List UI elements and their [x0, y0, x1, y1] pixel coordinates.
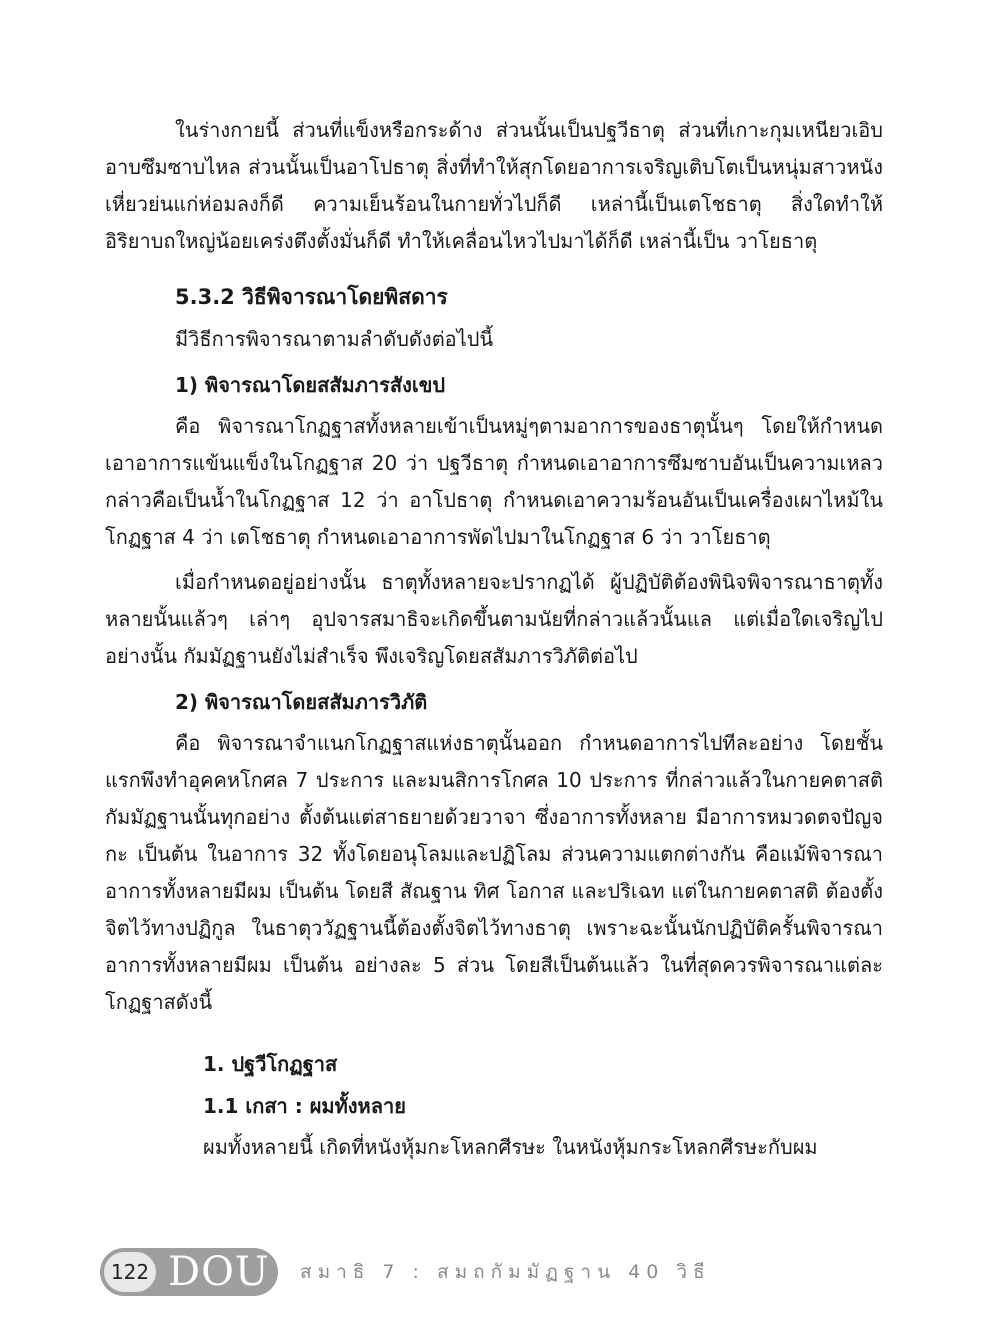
section-heading: 5.3.2 วิธีพิจารณาโดยพิสดาร [175, 285, 448, 309]
subheading-sasambhara-vibhatti: 2) พิจารณาโดยสสัมภารวิภัติ [175, 690, 428, 714]
section-intro: มีวิธีการพิจารณาตามลำดับดังต่อไปนี้ [175, 327, 494, 351]
page-badge [100, 1248, 278, 1296]
page-footer [100, 1247, 711, 1297]
paragraph-sankhepa-1: คือ พิจารณาโกฏฐาสทั้งหลายเข้าเป็นหมู่ๆตามอาการของธาตุนั้นๆ โดยให้กำหนดเอาอาการแข้นแข็งในโกฏฐาส 20 ว่า ปฐวีธาตุ กำหนดเอาอาการซึมซาบอันเป็นความเหลวกล่าวคือเป็นน้ำในโกฏฐาส 12 ว่า อาโปธาตุ กำหนดเอาความร้อนอันเป็นเครื่องเผาไหม้ในโกฏฐาส 4 ว่า เตโชธาตุ กำหนดเอาอาการพัดไปมาในโกฏฐาส 6 ว่า วาโยธาตุ [105, 414, 883, 549]
paragraph-kesa: ผมทั้งหลายนี้ เกิดที่หนังหุ้มกะโหลกศีรษะ ในหนังหุ้มกระโหลกศีรษะกับผม [203, 1135, 818, 1159]
subheading-sasambhara-sankhepa: 1) พิจารณาโดยสสัมภารสังเขป [175, 373, 446, 397]
document-body [105, 112, 883, 1166]
intro-paragraph: ในร่างกายนี้ ส่วนที่แข็งหรือกระด้าง ส่วนนั้นเป็นปฐวีธาตุ ส่วนที่เกาะกุมเหนียวเอิบอาบซึมซาบไหล ส่วนนั้นเป็นอาโปธาตุ สิ่งที่ทำให้สุกโดยอาการเจริญเติบโตเป็นหนุ่มสาวหนังเหี่ยวย่นแก่ห่อมลงก็ดี ความเย็นร้อนในกายทั่วไปก็ดี เหล่านี้เป็นเตโชธาตุ สิ่งใดทำให้อิริยาบถใหญ่น้อยเคร่งตึงตั้งมั่นก็ดี ทำให้เคลื่อนไหวไปมาได้ก็ดี เหล่านี้เป็น วาโยธาตุ [105, 118, 883, 253]
brand-logo: DOU [168, 1249, 270, 1295]
paragraph-sankhepa-2: เมื่อกำหนดอยู่อย่างนั้น ธาตุทั้งหลายจะปรากฏได้ ผู้ปฏิบัติต้องพินิจพิจารณาธาตุทั้งหลายนั้นแล้วๆ เล่าๆ อุปจารสมาธิจะเกิดขึ้นตามนัยที่กล่าวแล้วนั้นแล แต่เมื่อใดเจริญไปอย่างนั้น กัมมัฏฐานยังไม่สำเร็จ พึงเจริญโดยสสัมภารวิภัติต่อไป [105, 570, 883, 668]
subheading-pathavi-kotthasa: 1. ปฐวีโกฏฐาส [203, 1052, 338, 1076]
subheading-kesa: 1.1 เกสา : ผมทั้งหลาย [203, 1094, 406, 1118]
page-number: 122 [104, 1252, 156, 1292]
paragraph-vibhatti: คือ พิจารณาจำแนกโกฏฐาสแห่งธาตุนั้นออก กำหนดอาการไปทีละอย่าง โดยชั้นแรกพึงทำอุคคหโกศล 7 ประการ และมนสิการโกศล 10 ประการ ที่กล่าวแล้วในกายคตาสติกัมมัฏฐานนั้นทุกอย่าง ตั้งต้นแต่สาธยายด้วยวาจา ซึ่งอาการทั้งหลาย มีอาการหมวดตจปัญจกะ เป็นต้น ในอาการ 32 ทั้งโดยอนุโลมและปฏิโลม ส่วนความแตกต่างกัน คือแม้พิจารณาอาการทั้งหลายมีผม เป็นต้น โดยสี สัณฐาน ทิศ โอกาส และปริเฉท แต่ในกายคตาสติ ต้องตั้งจิตไว้ทางปฏิกูล ในธาตุววัฏฐานนี้ต้องตั้งจิตไว้ทางธาตุ เพราะฉะนั้นนักปฏิบัติครั้นพิจารณาอาการทั้งหลายมีผม เป็นต้น อย่างละ 5 ส่วน โดยสีเป็นต้นแล้ว ในที่สุดควรพิจารณาแต่ละโกฏฐาสดังนี้ [105, 731, 883, 1014]
book-title: สมาธิ 7 : สมถกัมมัฏฐาน 40 วิธี [300, 1261, 711, 1283]
